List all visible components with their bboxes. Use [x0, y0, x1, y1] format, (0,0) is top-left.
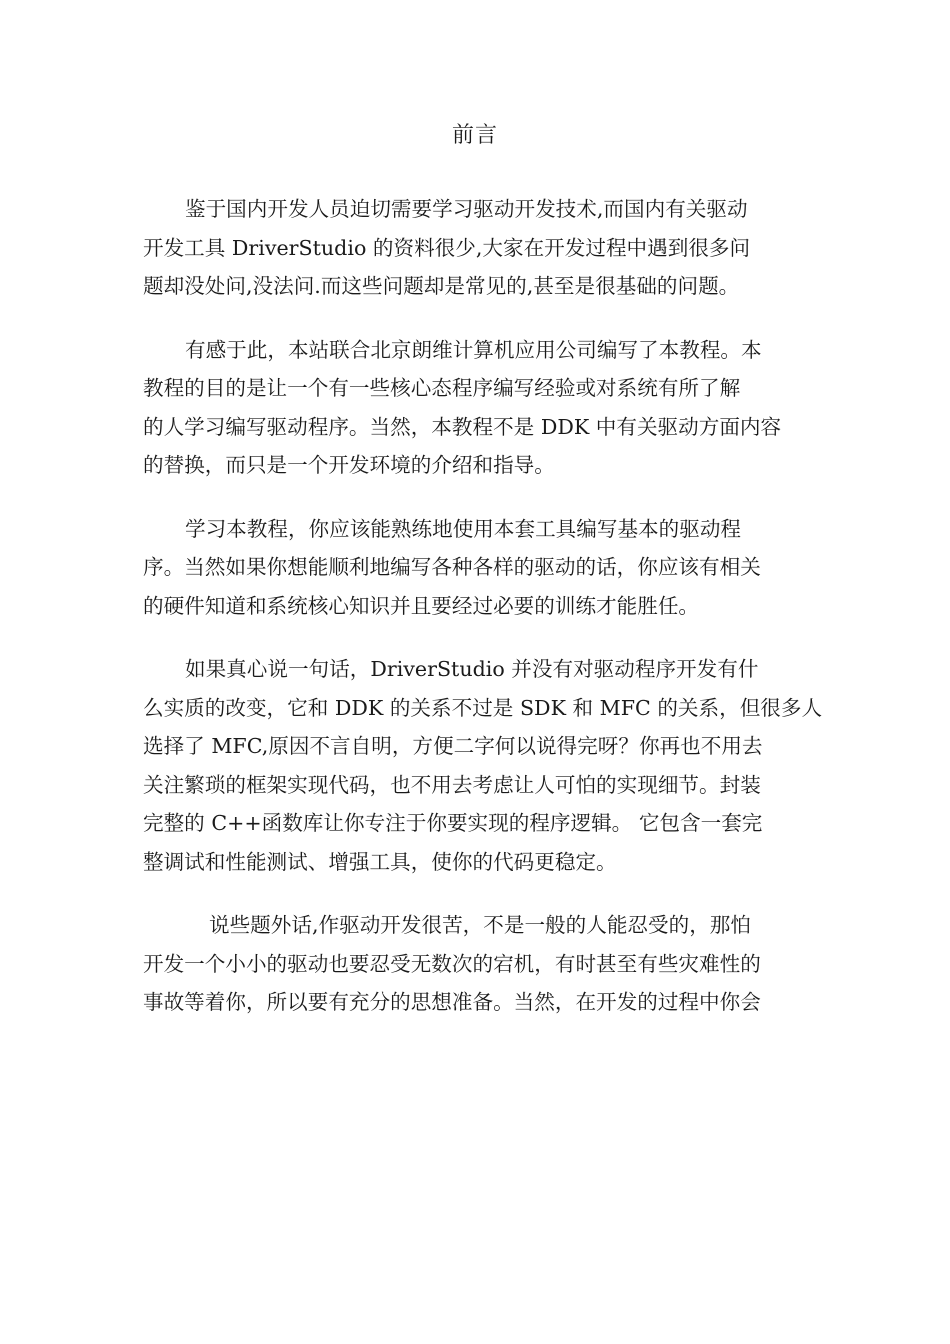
- paragraph-1: [143, 190, 811, 306]
- paragraph-line: 事故等着你，所以要有充分的思想准备。当然，在开发的过程中你会: [143, 990, 761, 1014]
- paragraph-line: 关注繁琐的框架实现代码，也不用去考虑让人可怕的实现细节。封装: [143, 772, 761, 797]
- paragraph-line: 序。当然如果你想能顺利地编写各种各样的驱动的话，你应该有相关: [143, 555, 761, 579]
- paragraph-5: [143, 906, 811, 1022]
- paragraph-line: 说些题外话,作驱动开发很苦，不是一般的人能忍受的，那怕: [209, 913, 751, 937]
- paragraph-line: 的人学习编写驱动程序。当然，本教程不是 DDK 中有关驱动方面内容: [143, 414, 782, 439]
- paragraph-line: 开发一个小小的驱动也要忍受无数次的宕机，有时甚至有些灾难性的: [143, 951, 761, 976]
- paragraph-line: 教程的目的是让一个有一些核心态程序编写经验或对系统有所了解: [143, 376, 741, 400]
- paragraph-line: 的替换，而只是一个开发环境的介绍和指导。: [143, 453, 555, 477]
- page-title: 前言: [451, 123, 498, 148]
- paragraph-line: 题却没处问,没法问.而这些问题却是常见的,甚至是很基础的问题。: [143, 274, 740, 298]
- paragraph-line: 开发工具 DriverStudio 的资料很少,大家在开发过程中遇到很多问: [143, 235, 751, 260]
- paragraph-line: 的硬件知道和系统核心知识并且要经过必要的训练才能胜任。: [143, 593, 700, 618]
- paragraph-line: 完整的 C++函数库让你专注于你要实现的程序逻辑。 它包含一套完: [143, 811, 763, 835]
- paragraph-2: [143, 331, 811, 485]
- paragraph-4: [143, 650, 823, 881]
- paragraph-3: [143, 510, 811, 626]
- paragraph-line: 学习本教程，你应该能熟练地使用本套工具编写基本的驱动程: [185, 516, 742, 541]
- paragraph-line: 整调试和性能测试、增强工具，使你的代码更稳定。: [143, 849, 617, 874]
- paragraph-line: 如果真心说一句话，DriverStudio 并没有对驱动程序开发有什: [185, 657, 759, 681]
- paragraph-line: 么实质的改变，它和 DDK 的关系不过是 SDK 和 MFC 的关系，但很多人: [143, 695, 823, 720]
- document-body: [143, 190, 823, 1047]
- paragraph-line: 鉴于国内开发人员迫切需要学习驱动开发技术,而国内有关驱动: [185, 197, 748, 221]
- paragraph-line: 选择了 MFC,原因不言自明，方便二字何以说得完呀？你再也不用去: [143, 734, 763, 758]
- paragraph-line: 有感于此，本站联合北京朗维计算机应用公司编写了本教程。本: [185, 337, 762, 362]
